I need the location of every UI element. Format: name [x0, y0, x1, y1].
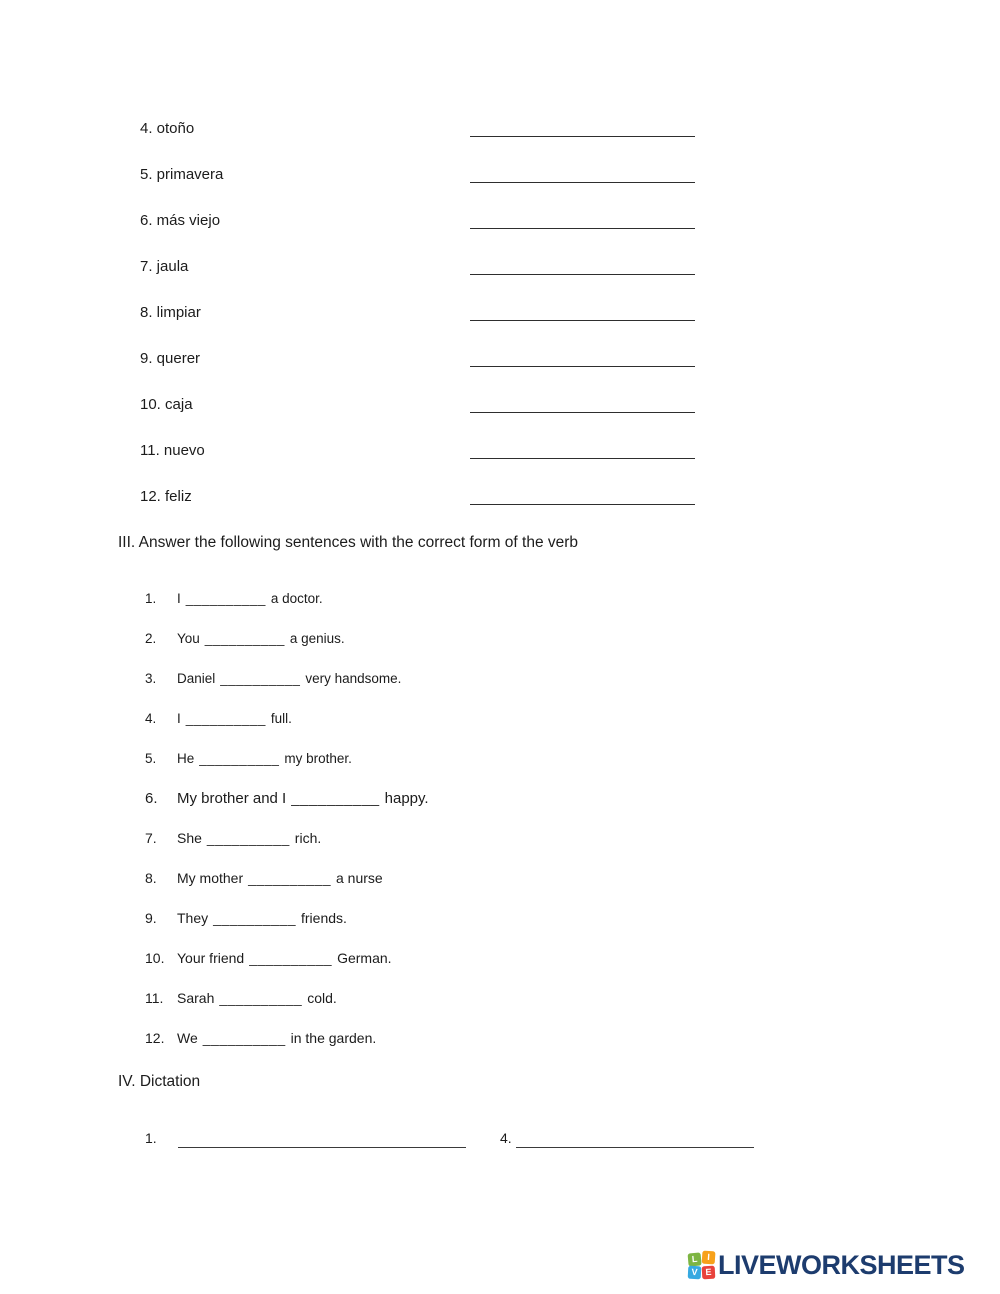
dictation-answer-line[interactable]: [516, 1147, 754, 1148]
vocab-term: 7. jaula: [140, 258, 189, 275]
sentence-after-blank: in the garden.: [290, 1030, 377, 1046]
sentence-before-blank: Daniel: [177, 671, 216, 686]
answer-blank[interactable]: __________: [213, 910, 296, 926]
vocab-term: 8. limpiar: [140, 304, 201, 321]
vocab-answer-line[interactable]: [470, 182, 695, 183]
sentence-before-blank: She: [177, 830, 202, 846]
sentence-after-blank: a nurse: [336, 870, 383, 886]
sentence-before-blank: He: [177, 751, 195, 766]
verb-exercise-row: [0, 670, 1000, 710]
vocab-term: 5. primavera: [140, 166, 224, 183]
verb-exercise-row: [0, 1030, 1000, 1070]
answer-blank[interactable]: __________: [199, 751, 280, 766]
brand-name: LIVEWORKSHEETS: [718, 1250, 965, 1280]
sentence-after-blank: German.: [337, 950, 392, 966]
vocab-section: [0, 112, 1000, 526]
sentence-before-blank: You: [177, 631, 200, 646]
logo-tile-l-icon: L: [688, 1252, 702, 1266]
item-number: 5.: [145, 751, 157, 766]
vocab-item-row: [0, 204, 1000, 250]
sentence-before-blank: My mother: [177, 870, 244, 886]
vocab-item-row: [0, 296, 1000, 342]
vocab-answer-line[interactable]: [470, 228, 695, 229]
vocab-item-row: [0, 158, 1000, 204]
verb-exercise-row: [0, 710, 1000, 750]
sentence-before-blank: I: [177, 711, 181, 726]
logo-tile-e-icon: E: [702, 1265, 716, 1279]
item-number: 7.: [145, 830, 157, 846]
verb-exercise-row: [0, 910, 1000, 950]
dictation-item-number: 4.: [500, 1130, 512, 1146]
vocab-answer-line[interactable]: [470, 458, 695, 459]
sentence-after-blank: friends.: [301, 910, 347, 926]
vocab-answer-line[interactable]: [470, 320, 695, 321]
item-number: 3.: [145, 671, 157, 686]
section-iii-heading: III. Answer the following sentences with the correct form of the verb: [118, 534, 579, 551]
dictation-answer-line[interactable]: [178, 1147, 466, 1148]
item-number: 12.: [145, 1030, 165, 1046]
item-number: 8.: [145, 870, 157, 886]
liveworksheets-logo[interactable]: [688, 1251, 965, 1279]
verb-exercise-row: [0, 590, 1000, 630]
answer-blank[interactable]: __________: [219, 990, 303, 1006]
answer-blank[interactable]: __________: [220, 671, 301, 686]
vocab-term: 10. caja: [140, 396, 193, 413]
sentence-before-blank: My brother and I: [177, 790, 287, 807]
sentence-after-blank: a genius.: [289, 631, 345, 646]
sentence-after-blank: full.: [270, 711, 292, 726]
vocab-item-row: [0, 112, 1000, 158]
sentence-after-blank: cold.: [307, 990, 337, 1006]
answer-blank[interactable]: __________: [291, 790, 380, 807]
verb-exercise-row: [0, 950, 1000, 990]
vocab-answer-line[interactable]: [470, 366, 695, 367]
logo-tile-i-icon: I: [702, 1250, 716, 1264]
sentence-before-blank: We: [177, 1030, 198, 1046]
answer-blank[interactable]: __________: [204, 631, 285, 646]
logo-grid-icon: [688, 1252, 715, 1279]
vocab-item-row: [0, 342, 1000, 388]
dictation-item-number: 1.: [145, 1130, 157, 1146]
vocab-answer-line[interactable]: [470, 274, 695, 275]
answer-blank[interactable]: __________: [249, 950, 333, 966]
sentence-after-blank: my brother.: [284, 751, 352, 766]
vocab-answer-line[interactable]: [470, 412, 695, 413]
answer-blank[interactable]: __________: [185, 711, 266, 726]
item-number: 2.: [145, 631, 157, 646]
vocab-item-row: [0, 480, 1000, 526]
vocab-term: 11. nuevo: [140, 442, 205, 459]
vocab-item-row: [0, 250, 1000, 296]
sentence-before-blank: They: [177, 910, 209, 926]
vocab-term: 9. querer: [140, 350, 201, 367]
item-number: 6.: [145, 790, 158, 807]
sentence-after-blank: very handsome.: [305, 671, 402, 686]
answer-blank[interactable]: __________: [185, 591, 266, 606]
logo-tile-v-icon: V: [688, 1265, 702, 1279]
sentence-before-blank: I: [177, 591, 181, 606]
verb-exercise-row: [0, 990, 1000, 1030]
item-number: 9.: [145, 910, 157, 926]
vocab-item-row: [0, 434, 1000, 480]
sentence-after-blank: a doctor.: [270, 591, 323, 606]
verb-exercise-row: [0, 790, 1000, 830]
dictation-row: [0, 1128, 1000, 1154]
verb-exercise-row: [0, 830, 1000, 870]
item-number: 1.: [145, 591, 157, 606]
answer-blank[interactable]: __________: [206, 830, 290, 846]
verb-exercise-row: [0, 750, 1000, 790]
sentence-after-blank: rich.: [294, 830, 322, 846]
vocab-term: 6. más viejo: [140, 212, 221, 229]
sentence-after-blank: happy.: [384, 790, 429, 807]
verb-exercise-list: [0, 590, 1000, 1070]
section-iv-heading: IV. Dictation: [118, 1073, 201, 1090]
vocab-item-row: [0, 388, 1000, 434]
item-number: 4.: [145, 711, 157, 726]
sentence-before-blank: Your friend: [177, 950, 245, 966]
vocab-term: 4. otoño: [140, 120, 195, 137]
answer-blank[interactable]: __________: [202, 1030, 286, 1046]
item-number: 10.: [145, 950, 165, 966]
verb-exercise-row: [0, 870, 1000, 910]
sentence-before-blank: Sarah: [177, 990, 215, 1006]
answer-blank[interactable]: __________: [248, 870, 331, 886]
vocab-answer-line[interactable]: [470, 136, 695, 137]
verb-exercise-row: [0, 630, 1000, 670]
item-number: 11.: [145, 990, 164, 1006]
vocab-term: 12. feliz: [140, 488, 192, 505]
vocab-answer-line[interactable]: [470, 504, 695, 505]
